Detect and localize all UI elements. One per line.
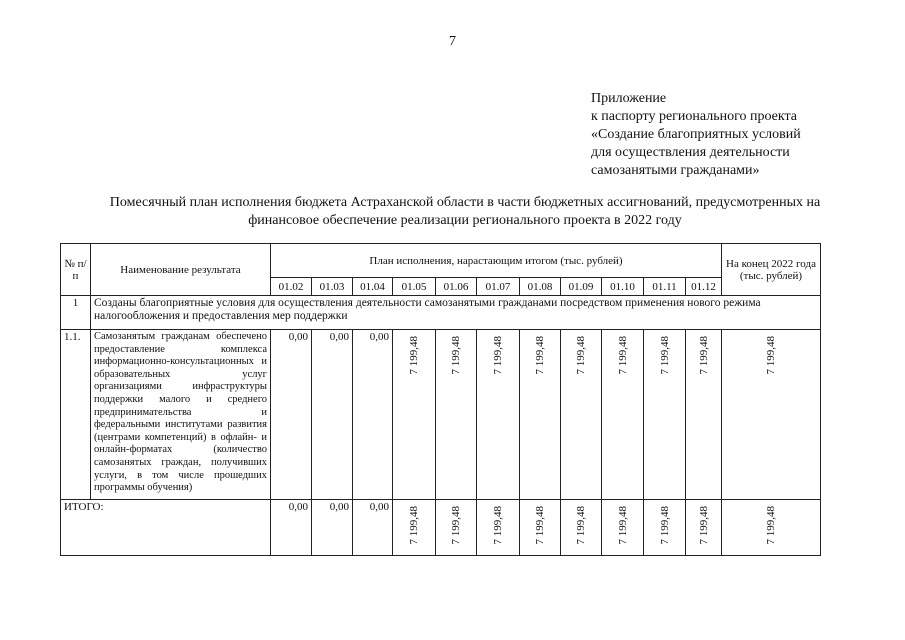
- value-text: 7 199,48: [658, 336, 671, 375]
- total-value-cell: 0,00: [271, 500, 312, 556]
- total-value-text: 7 199,48: [697, 506, 710, 545]
- header-month: 01.05: [393, 278, 436, 296]
- total-value-text: 7 199,48: [408, 506, 420, 545]
- value-text: 7 199,48: [575, 336, 587, 375]
- total-value-text: 7 199,48: [616, 506, 629, 545]
- value-cell: [686, 330, 722, 500]
- row-num: 1.1.: [61, 330, 91, 500]
- appendix-line: Приложение: [591, 91, 667, 106]
- appendix-note: [591, 90, 801, 180]
- total-value-cell: [393, 500, 436, 556]
- total-value-text: 7 199,48: [658, 506, 671, 545]
- value-text: 7 199,48: [408, 336, 420, 375]
- total-value-text: 7 199,48: [575, 506, 587, 545]
- header-month: 01.10: [602, 278, 644, 296]
- value-text: 7 199,48: [492, 336, 504, 375]
- value-text: 7 199,48: [697, 336, 710, 375]
- total-value-text: 7 199,48: [492, 506, 504, 545]
- header-month: 01.04: [353, 278, 393, 296]
- total-value-cell: 0,00: [312, 500, 353, 556]
- total-value-text: 7 199,48: [450, 506, 462, 545]
- document-title-line: Помесячный план исполнения бюджета Астраханской области в части бюджетных ассигнований, предусмотренных на: [109, 195, 821, 210]
- value-cell: [644, 330, 686, 500]
- value-cell: 0,00: [353, 330, 393, 500]
- appendix-line: для осуществления деятельности: [591, 145, 790, 160]
- header-month: 01.09: [561, 278, 602, 296]
- page-number: 7: [449, 34, 456, 49]
- header-month: 01.12: [686, 278, 722, 296]
- year-end-cell: [722, 330, 821, 500]
- budget-plan-table: [60, 243, 821, 556]
- header-month: 01.06: [436, 278, 477, 296]
- value-cell: [393, 330, 436, 500]
- value-cell: [436, 330, 477, 500]
- value-cell: [602, 330, 644, 500]
- total-value-cell: [602, 500, 644, 556]
- appendix-line: «Создание благоприятных условий: [591, 127, 801, 142]
- value-cell: [520, 330, 561, 500]
- header-num: № п/п: [61, 244, 91, 296]
- value-text: 7 199,48: [450, 336, 462, 375]
- value-text: 7 199,48: [616, 336, 629, 375]
- value-text: 7 199,48: [534, 336, 546, 375]
- header-month: 01.11: [644, 278, 686, 296]
- header-year-end: На конец 2022 года (тыс. рублей): [722, 244, 821, 296]
- total-value-cell: [686, 500, 722, 556]
- value-cell: [477, 330, 520, 500]
- year-end-text: 7 199,48: [765, 336, 777, 375]
- total-year-end-text: 7 199,48: [765, 506, 777, 545]
- value-cell: [561, 330, 602, 500]
- header-month: 01.08: [520, 278, 561, 296]
- section-num: 1: [61, 296, 91, 330]
- total-value-cell: [644, 500, 686, 556]
- header-month: 01.03: [312, 278, 353, 296]
- header-month: 01.02: [271, 278, 312, 296]
- document-title-line: финансовое обеспечение реализации регионального проекта в 2022 году: [248, 213, 682, 228]
- total-value-cell: 0,00: [353, 500, 393, 556]
- total-value-text: 7 199,48: [534, 506, 546, 545]
- result-name: Самозанятым гражданам обеспечено предоставление комплекса информационно-консультационных и образовательных услуг организациями инфраструктуры поддержки малого и среднего предпринимательства и федеральными институтами развития (центрами компетенций) в офлайн- и онлайн-форматах (количество самозанятых граждан, получивших услуги, в том числе прошедших программы обучения): [91, 330, 271, 500]
- header-month: 01.07: [477, 278, 520, 296]
- total-label: ИТОГО:: [61, 500, 271, 556]
- total-value-cell: [436, 500, 477, 556]
- appendix-line: самозанятыми гражданами»: [591, 163, 760, 178]
- value-cell: 0,00: [312, 330, 353, 500]
- value-cell: 0,00: [271, 330, 312, 500]
- section-text: Созданы благоприятные условия для осуществления деятельности самозанятыми гражданами посредством применения нового режима налогообложения и предоставления мер поддержки: [91, 296, 821, 330]
- document-title: [70, 194, 860, 230]
- appendix-line: к паспорту регионального проекта: [591, 109, 797, 124]
- total-year-end-cell: [722, 500, 821, 556]
- header-result-name: Наименование результата: [91, 244, 271, 296]
- total-value-cell: [520, 500, 561, 556]
- total-value-cell: [477, 500, 520, 556]
- header-plan: План исполнения, нарастающим итогом (тыс. рублей): [271, 244, 722, 278]
- total-value-cell: [561, 500, 602, 556]
